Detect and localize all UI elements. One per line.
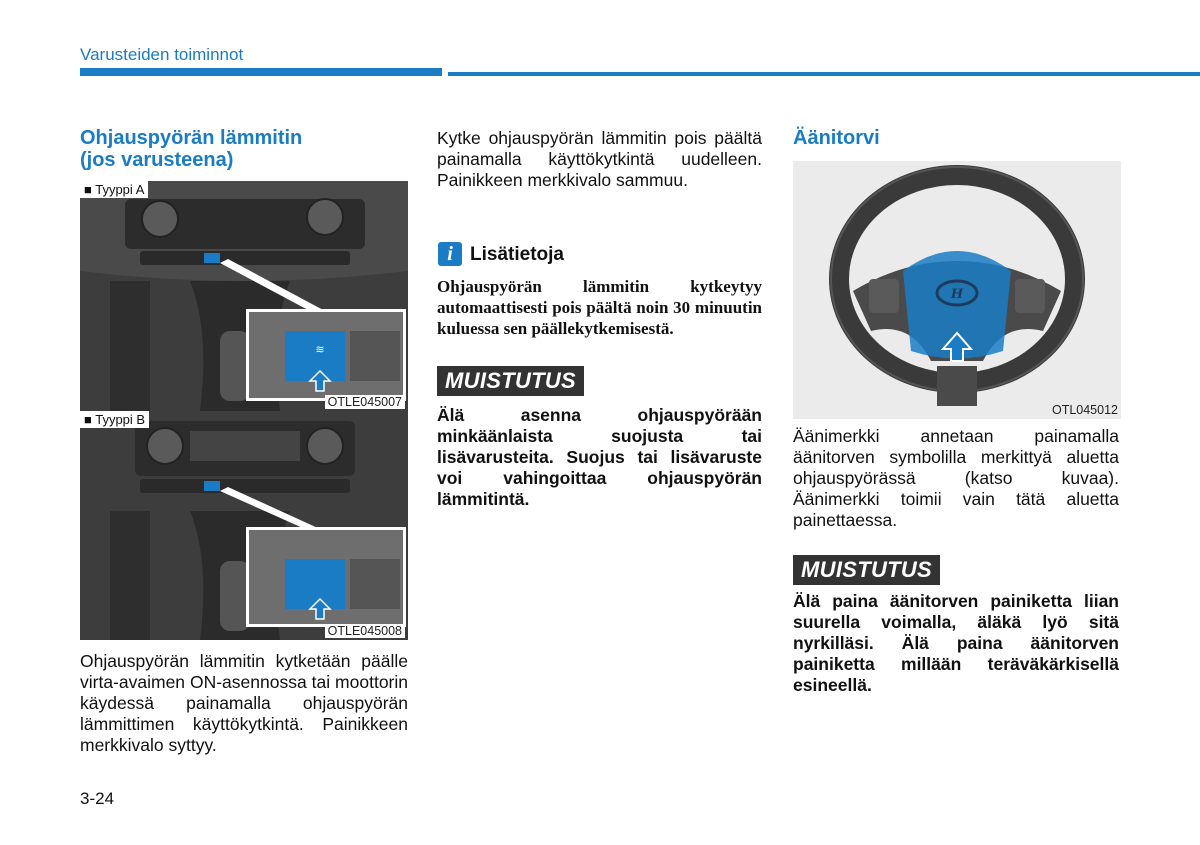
figure-b-id: OTLE045008 bbox=[325, 624, 405, 638]
svg-text:H: H bbox=[950, 287, 964, 302]
notice-label-col2: MUISTUTUS bbox=[437, 366, 584, 396]
heading-line-1: Ohjauspyörän lämmitin bbox=[80, 127, 303, 149]
svg-text:≋: ≋ bbox=[315, 343, 325, 356]
figure-type-a bbox=[80, 181, 408, 411]
header-rule-right bbox=[448, 72, 1200, 76]
figure-horn bbox=[793, 161, 1121, 419]
info-title: Lisätietoja bbox=[470, 244, 564, 265]
notice-text-col2: Älä asenna ohjauspyörään minkäänlaista suojusta tai lisävarusteita. Suojus tai lisävaruste voi vahingoittaa ohjauspyörän lämmitintä. bbox=[437, 405, 762, 509]
figure-horn-id: OTL045012 bbox=[1051, 403, 1118, 417]
figure-type-b bbox=[80, 411, 408, 640]
col1-body: Ohjauspyörän lämmitin kytketään päälle virta-avaimen ON-asennossa tai moottorin käydessä painamalla ohjauspyörän lämmittimen käyttökytkintä. Painikkeen merkkivalo syttyy. bbox=[80, 651, 408, 755]
type-b-label: ■ Tyyppi B bbox=[80, 411, 149, 428]
page-number: 3-24 bbox=[80, 789, 115, 808]
figure-a-id: OTLE045007 bbox=[325, 395, 405, 409]
col3-body: Äänimerkki annetaan painamalla äänitorven symbolilla merkittyä aluetta ohjauspyörässä (katso kuvaa). Äänimerkki toimii vain tätä aluetta painettaessa. bbox=[793, 426, 1119, 530]
notice-text-col3: Älä paina äänitorven painiketta liian suurella voimalla, äläkä lyö sitä nyrkilläsi. Älä paina äänitorven painiketta millään teräväkärkisellä esineellä. bbox=[793, 591, 1119, 695]
info-icon: i bbox=[438, 242, 462, 266]
type-a-label: ■ Tyyppi A bbox=[80, 181, 148, 198]
notice-label-col3: MUISTUTUS bbox=[793, 555, 940, 585]
console-illustration-a bbox=[80, 181, 408, 411]
heading-steering-heater bbox=[80, 127, 302, 171]
section-title: Varusteiden toiminnot bbox=[80, 45, 244, 64]
heading-horn: Äänitorvi bbox=[793, 127, 880, 149]
steering-wheel-illustration bbox=[793, 161, 1121, 419]
heading-line-2: (jos varusteena) bbox=[80, 149, 234, 171]
header-rule-left bbox=[80, 68, 442, 76]
console-illustration-b bbox=[80, 411, 408, 640]
col2-body: Kytke ohjauspyörän lämmitin pois päältä painamalla käyttökytkintä uudelleen. Painikkeen merkkivalo sammuu. bbox=[437, 128, 762, 190]
info-text: Ohjauspyörän lämmitin kytkeytyy automaattisesti pois päältä noin 30 minuutin kuluessa sen päällekytkemisestä. bbox=[437, 277, 762, 338]
